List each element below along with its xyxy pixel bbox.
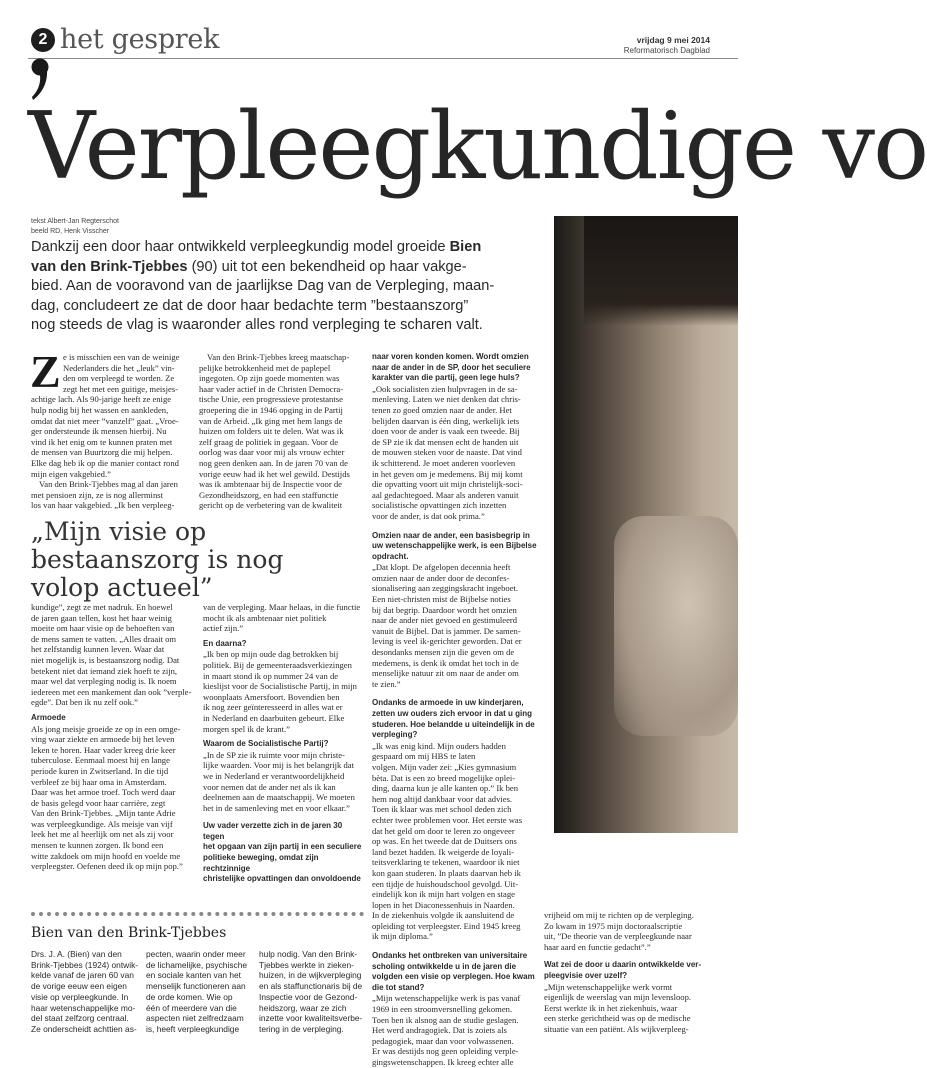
section-title: het gesprek — [60, 24, 220, 55]
bio-title: Bien van den Brink-Tjebbes — [31, 925, 227, 941]
column-3: naar voren konden komen. Wordt omzien naar de ander in de SP, door het seculiere karakter van die partij, geen lege huls? „Ook socialisten zien hulpvragen in de sa- menleving. Laten we niet denken dat chris- tenen zo goed omzien naar de ander. Het belijden daarvan is één ding, werkelijk iets doen voor de ander is vaak een tweede. Bij de SP zie ik dat mensen echt de handen uit de mouwen steken voor de naaste. Dat vind ik schitterend. Je moet anderen voorleven in het geven om je medemens. Bij mij komt die opvatting voort uit mijn christelijk-soci- aal gedachtegoed. Maar als anderen vanuit socialistische opvattingen zich inzetten voor de ander, is dat ook prima.” Omzien naar de ander, een basisbegrip in uw wetenschappelijke werk, is een Bijbelse opdracht. „Dat klopt. De afgelopen decennia heeft omzien naar de ander door de deconfes- sionalisering aan zeggingskracht ingeboet. Een niet-christen mist de Bijbelse noties bij dat begrip. Daardoor wordt het omzien naar de ander niet gevoed en gestimuleerd vanuit de Bijbel. Dat is jammer. De samen- leving is veel ik-gerichter geworden. Dat er desondanks mensen zijn die geven om de medemens, is denk ik omdat het toch in de menselijke natuur zit om naar de ander om te zien.” Ondanks de armoede in uw kinderjaren, zetten uw ouders zich ervoor in dat u ging studeren. Hoe belandde u uiteindelijk in de verpleging? „Ik was enig kind. Mijn ouders hadden gespaard om mij HBS te laten volgen. Mijn vader zei: „Kies gymnasium bèta. Dat is een zo breed mogelijke oplei- ding, daarna kun je alle kanten op.” Ik ben hem nog altijd dankbaar voor dat advies. Toen ik klaar was met school deden zich echter twee problemen voor. Het eerste was dat het geld om door te leren zo ongeveer op was. En het tweede dat de Duitsers ons land bezet hadden. Ik weigerde de loyali- teitsverklaring te tekenen, waardoor ik niet kon gaan studeren. In plaats daarvan heb ik een tijdje de huishoudschool gevolgd. Uit- eindelijk kon ik mijn hart volgen en stage lopen in het Diaconessenhuis in Naarden. In de ziekenhuis volgde ik aansluitend de opleiding tot verpleegster. Eind 1945 kreeg ik mijn diploma.” Ondanks het ontbreken van universitaire scholing ontwikkelde u in de jaren die volgden een visie op verplegen. Hoe kwam die tot stand? „Mijn wetenschappelijke werk is pas vanaf 1969 in een stroomversnelling gekomen. Toen ben ik alsnog aan de studie geslagen. Het werd andragogiek. Dat is zoiets als pedagogiek, maar dan voor volwassenen. Er was destijds nog geen opleiding verple- gingswetenschappen. Ik kreeg echter alle — [372, 352, 540, 1068]
issue-date: vrijdag 9 mei 2014 — [636, 35, 710, 45]
question-en-daarna: En daarna? — [203, 638, 247, 648]
pull-quote: „Mijn visie op bestaanszorg is nog volop actueel” — [31, 517, 284, 602]
portrait-photo — [554, 216, 738, 833]
header-rule — [28, 58, 738, 59]
intro-lead: Dankzij een door haar ontwikkeld verpleegkundig model groeide Bien van den Brink-Tjebbes (90) uit tot een bekendheid op haar vakge- bied. Aan de vooravond van de jaarlijkse Dag van de Verpleging, maan- dag, concludeert ze dat de door haar bedachte term ”bestaanszorg” nog steeds de vlag is waaronder alles rond verpleging te scharen valt. — [31, 239, 495, 333]
publication-name: Reformatorisch Dagblad — [623, 46, 710, 55]
question-waarom-sp: Waarom de Socialistische Partij? — [203, 739, 329, 749]
page-number: 2 — [38, 31, 48, 48]
question-sp-lege-huls: naar voren konden komen. Wordt omzien naar de ander in de SP, door het seculiere karakter van die partij, geen lege huls? — [372, 352, 531, 383]
subheading-armoede: Armoede — [31, 712, 66, 722]
credit-image: beeld RD, Henk Visscher — [31, 227, 110, 235]
column-2-top: Van den Brink-Tjebbes kreeg maatschap- pelijke betrokkenheid met de paplepel ingegoten. Op zijn goede momenten was haar vader actief in de Christen Democra- tische Unie, een progressieve protestantse groepering die in 1946 opging in de Partij van de Arbeid. „Ik ging met hem langs de huizen om folders uit te delen. Wat was ik zelf graag de politiek in gegaan. Voor de oorlog was daar voor mij als vrouw echter nog geen denken aan. In de jaren 70 van de vorige eeuw had ik het wel gewild. Destijds was ik ambtenaar bij de Inspectie voor de Gezondheidszorg, en had een staffunctie gericht op de verbetering van de kwaliteit — [199, 352, 350, 511]
bio-column-1: Drs. J. A. (Bien) van den Brink-Tjebbes (1924) ontwik- kelde vanaf de jaren 60 van de vorige eeuw een eigen visie op verpleegkunde. In haar wetenschappelijke mo- del staat zelfzorg centraal. Ze onderscheidt achttien as- — [31, 949, 139, 1034]
credit-text: tekst Albert-Jan Regterschot — [31, 218, 119, 225]
page-number-badge — [31, 28, 55, 52]
intro-name-first: Bien — [449, 239, 482, 255]
headline: Verpleegkundige vo — [28, 92, 927, 200]
bio-column-2: pecten, waarin onder meer de lichamelijke, psychische en sociale kanten van het menselijk functioneren aan de orde komen. Wie op één of meerdere van die aspecten niet zelfredzaam is, heeft verpleegkundige — [146, 949, 248, 1034]
bio-column-3: hulp nodig. Van den Brink- Tjebbes werkte in zieken- huizen, in de wijkverpleging en als staffunctionaris bij de Inspectie voor de Gezond- heidszorg, waar ze zich inzette voor kwaliteitsverbe- tering in de verpleging. — [259, 949, 363, 1034]
question-visie: Ondanks het ontbreken van universitaire scholing ontwikkelde u in de jaren die volgden een visie op verplegen. Hoe kwam die tot stand? — [372, 951, 535, 992]
column-1-bottom: kundige”, zegt ze met nadruk. En hoewel de jaren gaan tellen, kost het haar weinig moeite om haar visie op de behoeften van de mens samen te vatten. „Alles draait om het zelfstandig kunnen leven. Waar dat niet mogelijk is, is bestaanszorg nodig. Dat betekent niet dat iemand ziek hoeft te zijn, maar wel dat verpleging nodig is. Ik noem iedereen met een mankement dan ook ”verple- egde”. Dat ben ik nu zelf ook.” Armoede Als jong meisje groeide ze op in een omge- ving waar ziekte en armoede bij het leven leken te horen. Haar vader kreeg drie keer tuberculose. Eenmaal moest hij en lange periode kuren in Zwitserland. In die tijd verbleef ze bij haar oma in Amsterdam. Daar was het armoe troef. Toch werd daar de basis gelegd voor haar carrière, zegt Van den Brink-Tjebbes. „Mijn tante Adrie was verpleegkundige. Als meisje van vijf leek het me al heerlijk om net als zij voor mensen te kunnen zorgen. Ik bond een witte zakdoek om mijn hoofd en voelde me verpleegster. Oefenen deed ik op mijn pop.” — [31, 602, 192, 872]
column-2-bottom: van de verpleging. Maar helaas, in die functie mocht ik als ambtenaar niet politiek actief zijn.” En daarna? „Ik ben op mijn oude dag betrokken bij politiek. Bij de gemeenteraadsverkiezingen in maart stond ik op nummer 24 van de kieslijst voor de Socialistische Partij, in mijn woonplaats Amersfoort. Bovendien ben ik nog zeer geïnteresseerd in alles wat er in Nederland en daarbuiten gebeurt. Elke morgen spel ik de krant.” Waarom de Socialistische Partij? „In de SP zie ik ruimte voor mijn christe- lijke waarden. Voor mij is het belangrijk dat we in Nederland er verantwoordelijkheid voor nemen dat de ander net als ik kan deelnemen aan de maatschappij. We moeten het in de samenleving met en voor elkaar.” Uw vader verzette zich in de jaren 30 tegen het opgaan van zijn partij in een seculiere politieke beweging, omdat zijn rechtzinnige christelijke opvattingen dan onvoldoende — [203, 602, 365, 885]
question-verpleegvisie: Wat zei de door u daarin ontwikkelde ver- pleegvisie over uzelf? — [544, 960, 702, 980]
bio-dotted-rule — [31, 912, 364, 916]
drop-cap: Z — [30, 346, 61, 397]
question-armoede: Ondanks de armoede in uw kinderjaren, zetten uw ouders zich ervoor in dat u ging studeren. Hoe belandde u uiteindelijk in de verpleging? — [372, 698, 535, 740]
question-vader: Uw vader verzette zich in de jaren 30 tegen het opgaan van zijn partij in een seculiere politieke beweging, omdat zijn rechtzinnige christelijke opvattingen dan onvoldoende — [203, 821, 362, 884]
intro-name: van den Brink-Tjebbes — [31, 258, 188, 275]
column-4: vrijheid om mij te richten op de verpleging. Zo kwam in 1975 mijn doctoraalscriptie uit, ”De theorie van de verpleegkunde naar haar aard en functie gedacht”.” Wat zei de door u daarin ontwikkelde ver- pleegvisie over uzelf? „Mijn wetenschappelijke werk vormt eigenlijk de weerslag van mijn levensloop. Eerst werkte ik in het ziekenhuis, waar een sterke gerichtheid was op de medische situatie van een patiënt. Als wijkverpleeg- — [544, 910, 716, 1035]
column-1-top: e is misschien een van de weinige Nederlanders die het „leuk” vin- den om verpleegd te worden. Ze zegt het met een guitige, meisjes- achtige lach. Als 90-jarige heeft ze enige hulp nodig bij het wassen en aankleden, omdat dat niet meer ”vanzelf” gaat. „Vroe- ger ondersteunde ik mensen hierbij. Nu vind ik het enig om te kunnen praten met de mensen van Buurtzorg die mij helpen. Elke dag heb ik op die manier contact rond mijn eigen vakgebied.” Van den Brink-Tjebbes mag al dan jaren met pensioen zijn, ze is nog allerminst los van haar vakgebied. „Ik ben verpleeg- — [31, 352, 180, 511]
question-omzien: Omzien naar de ander, een basisbegrip in uw wetenschappelijke werk, is een Bijbelse opdracht. — [372, 530, 537, 561]
credits — [31, 217, 119, 236]
